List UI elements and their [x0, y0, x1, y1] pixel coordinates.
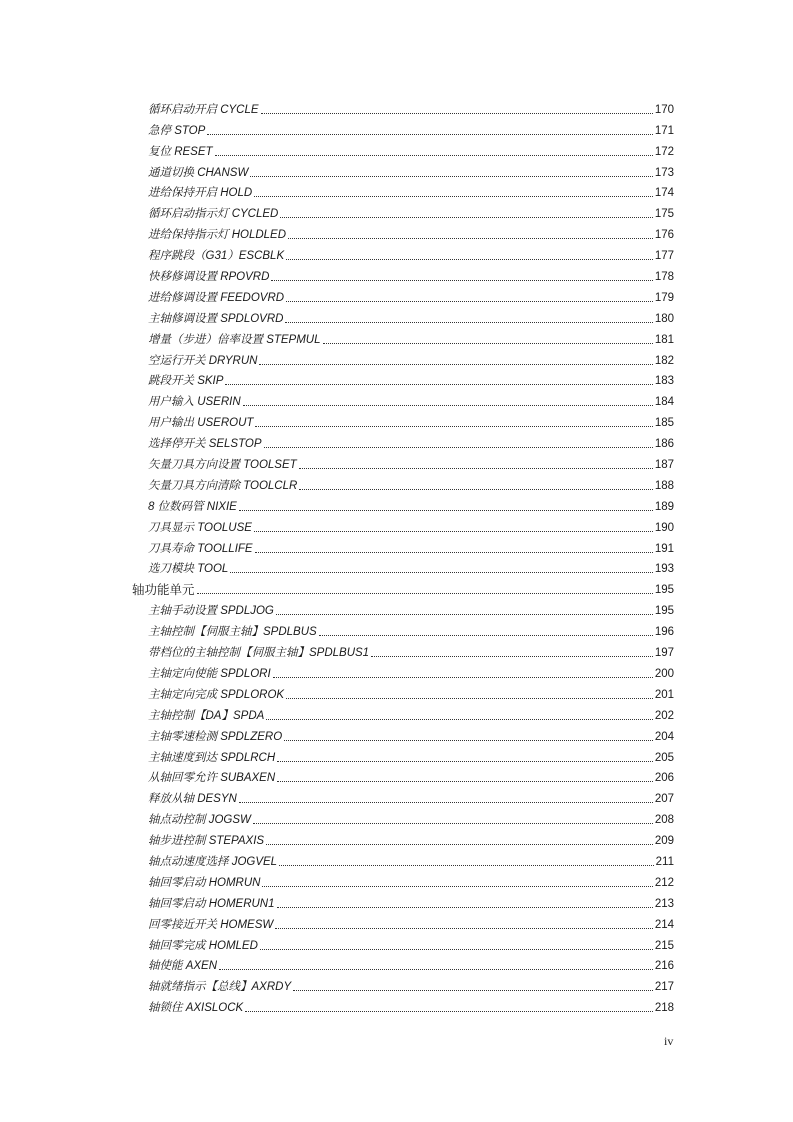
toc-entry-page-number: 185 — [654, 417, 674, 430]
toc-entry-page-number: 172 — [654, 145, 674, 158]
dot-leader — [299, 468, 653, 469]
toc-entry-title: 从轴回零允许 SUBAXEN — [148, 772, 276, 785]
toc-entry-title: 进给保持指示灯 HOLDLED — [148, 229, 287, 242]
toc-entry[interactable] — [132, 472, 674, 493]
toc-entry-page-number: 189 — [654, 500, 674, 513]
toc-entry[interactable] — [132, 911, 674, 932]
toc-entry-title: 轴使能 AXEN — [148, 960, 218, 973]
toc-entry-page-number: 171 — [654, 124, 674, 137]
dot-leader — [280, 217, 652, 218]
toc-entry[interactable] — [132, 806, 674, 827]
toc-entry-title: 主轴零速检测 SPDLZERO — [148, 730, 283, 743]
toc-entry-page-number: 170 — [654, 103, 674, 116]
toc-entry-title: 选择停开关 SELSTOP — [148, 438, 262, 451]
toc-entry-page-number: 200 — [654, 667, 674, 680]
dot-leader — [277, 907, 653, 908]
dot-leader — [286, 259, 653, 260]
toc-entry-title: 快移修调设置 RPOVRD — [148, 271, 270, 284]
toc-entry[interactable] — [132, 953, 674, 974]
toc-entry-page-number: 213 — [654, 897, 674, 910]
dot-leader — [260, 949, 653, 950]
toc-entry[interactable] — [132, 785, 674, 806]
dot-leader — [276, 614, 653, 615]
toc-entry-title: 刀具寿命 TOOLLIFE — [148, 542, 253, 555]
toc-entry[interactable] — [132, 180, 674, 201]
toc-entry-title: 8 位数码管 NIXIE — [148, 500, 237, 513]
toc-entry-page-number: 197 — [654, 647, 674, 660]
dot-leader — [285, 322, 652, 323]
toc-entry-page-number: 211 — [655, 855, 674, 868]
toc-entry-title: 通道切换 CHANSW — [148, 166, 249, 179]
dot-leader — [275, 928, 653, 929]
dot-leader — [288, 238, 653, 239]
toc-entry-title: 带档位的主轴控制【伺服主轴】SPDLBUS1 — [148, 647, 370, 660]
dot-leader — [239, 802, 653, 803]
toc-entry[interactable] — [132, 681, 674, 702]
toc-entry-page-number: 195 — [654, 584, 674, 597]
toc-entry-title: 急停 STOP — [148, 124, 206, 137]
dot-leader — [271, 280, 652, 281]
toc-entry-title: 选刀模块 TOOL — [148, 563, 229, 576]
dot-leader — [207, 134, 653, 135]
toc-entry[interactable] — [132, 263, 674, 284]
dot-leader — [264, 447, 653, 448]
toc-entry[interactable] — [132, 96, 674, 117]
toc-entry-page-number: 181 — [654, 333, 674, 346]
dot-leader — [323, 343, 653, 344]
toc-entry-page-number: 176 — [654, 229, 674, 242]
toc-entry-page-number: 206 — [654, 772, 674, 785]
toc-entry-title: 复位 RESET — [148, 145, 213, 158]
toc-entry-page-number: 182 — [654, 354, 674, 367]
toc-entry-title: 轴回零启动 HOMRUN — [148, 876, 261, 889]
toc-entry[interactable] — [132, 326, 674, 347]
dot-leader — [243, 405, 653, 406]
dot-leader — [230, 572, 653, 573]
dot-leader — [254, 531, 653, 532]
dot-leader — [266, 844, 653, 845]
toc-entry-title: 轴点动控制 JOGSW — [148, 814, 251, 827]
dot-leader — [299, 489, 653, 490]
toc-entry[interactable] — [132, 221, 674, 242]
toc-section-entry[interactable] — [132, 576, 674, 597]
dot-leader — [197, 593, 653, 594]
toc-entry-title: 程序跳段（G31）ESCBLK — [148, 250, 285, 263]
table-of-contents — [132, 96, 674, 1015]
toc-entry[interactable] — [132, 117, 674, 138]
toc-entry[interactable] — [132, 284, 674, 305]
toc-entry-title: 轴步进控制 STEPAXIS — [148, 835, 265, 848]
toc-entry-title: 矢量刀具方向清除 TOOLCLR — [148, 479, 298, 492]
toc-entry[interactable] — [132, 618, 674, 639]
dot-leader — [293, 990, 653, 991]
toc-entry-title: 进给修调设置 FEEDOVRD — [148, 291, 285, 304]
toc-entry-page-number: 208 — [654, 814, 674, 827]
toc-entry[interactable] — [132, 451, 674, 472]
dot-leader — [253, 823, 653, 824]
dot-leader — [255, 552, 653, 553]
dot-leader — [319, 635, 653, 636]
toc-entry[interactable] — [132, 994, 674, 1015]
toc-entry-page-number: 180 — [654, 312, 674, 325]
toc-entry-title: 矢量刀具方向设置 TOOLSET — [148, 459, 297, 472]
toc-entry[interactable] — [132, 242, 674, 263]
toc-entry[interactable] — [132, 514, 674, 535]
toc-entry-page-number: 175 — [654, 208, 674, 221]
toc-entry-page-number: 216 — [654, 960, 674, 973]
dot-leader — [277, 761, 653, 762]
dot-leader — [266, 719, 653, 720]
toc-entry[interactable] — [132, 890, 674, 911]
toc-entry[interactable] — [132, 973, 674, 994]
toc-entry-page-number: 205 — [654, 751, 674, 764]
toc-entry-title: 用户输入 USERIN — [148, 396, 241, 409]
toc-entry[interactable] — [132, 430, 674, 451]
toc-entry[interactable] — [132, 347, 674, 368]
toc-entry-title: 释放从轴 DESYN — [148, 793, 237, 806]
toc-entry[interactable] — [132, 827, 674, 848]
toc-entry[interactable] — [132, 556, 674, 577]
toc-entry[interactable] — [132, 138, 674, 159]
dot-leader — [279, 865, 654, 866]
toc-entry[interactable] — [132, 765, 674, 786]
dot-leader — [239, 510, 653, 511]
toc-entry-title: 主轴定向完成 SPDLOROK — [148, 688, 285, 701]
toc-entry-page-number: 191 — [654, 542, 674, 555]
dot-leader — [262, 886, 652, 887]
toc-entry[interactable] — [132, 388, 674, 409]
toc-entry-title: 空运行开关 DRYRUN — [148, 354, 258, 367]
toc-entry-title: 主轴速度到达 SPDLRCH — [148, 751, 276, 764]
toc-entry[interactable] — [132, 159, 674, 180]
dot-leader — [273, 677, 653, 678]
toc-entry-title: 轴就绪指示【总线】AXRDY — [148, 981, 292, 994]
toc-entry[interactable] — [132, 723, 674, 744]
dot-leader — [254, 196, 653, 197]
dot-leader — [255, 426, 652, 427]
toc-entry[interactable] — [132, 409, 674, 430]
toc-entry[interactable] — [132, 932, 674, 953]
toc-entry-page-number: 193 — [654, 563, 674, 576]
toc-entry-title: 轴回零完成 HOMLED — [148, 939, 258, 952]
dot-leader — [259, 364, 652, 365]
toc-entry-page-number: 190 — [654, 521, 674, 534]
toc-entry-page-number: 209 — [654, 835, 674, 848]
toc-entry-title: 回零接近开关 HOMESW — [148, 918, 274, 931]
toc-entry-page-number: 212 — [654, 876, 674, 889]
toc-entry-page-number: 177 — [654, 250, 674, 263]
toc-entry-page-number: 174 — [654, 187, 674, 200]
toc-entry-title: 主轴控制【伺服主轴】SPDLBUS — [148, 626, 317, 639]
toc-entry-title: 进给保持开启 HOLD — [148, 187, 253, 200]
toc-entry-title: 主轴定向使能 SPDLORI — [148, 667, 271, 680]
dot-leader — [219, 969, 653, 970]
toc-entry[interactable] — [132, 660, 674, 681]
toc-entry-page-number: 207 — [654, 793, 674, 806]
toc-entry[interactable] — [132, 493, 674, 514]
toc-entry-title: 用户输出 USEROUT — [148, 417, 254, 430]
dot-leader — [250, 176, 653, 177]
toc-entry-page-number: 204 — [654, 730, 674, 743]
toc-entry[interactable] — [132, 597, 674, 618]
toc-entry[interactable] — [132, 535, 674, 556]
toc-entry-page-number: 173 — [654, 166, 674, 179]
toc-entry-page-number: 196 — [654, 626, 674, 639]
toc-entry[interactable] — [132, 744, 674, 765]
toc-entry-page-number: 202 — [654, 709, 674, 722]
toc-entry-title: 轴回零启动 HOMERUN1 — [148, 897, 275, 910]
toc-entry-page-number: 186 — [654, 438, 674, 451]
dot-leader — [286, 698, 653, 699]
toc-entry-title: 轴锁住 AXISLOCK — [148, 1002, 244, 1015]
toc-entry[interactable] — [132, 702, 674, 723]
page-number: iv — [664, 1034, 674, 1048]
toc-entry-title: 刀具显示 TOOLUSE — [148, 521, 252, 534]
toc-entry[interactable] — [132, 639, 674, 660]
toc-entry-page-number: 188 — [654, 479, 674, 492]
dot-leader — [215, 155, 653, 156]
dot-leader — [261, 113, 653, 114]
toc-entry-page-number: 217 — [654, 981, 674, 994]
toc-entry-page-number: 214 — [654, 918, 674, 931]
toc-entry-page-number: 218 — [654, 1002, 674, 1015]
toc-entry-page-number: 183 — [654, 375, 674, 388]
toc-entry-page-number: 215 — [654, 939, 674, 952]
dot-leader — [286, 301, 653, 302]
toc-entry-page-number: 184 — [654, 396, 674, 409]
toc-entry-page-number: 178 — [654, 271, 674, 284]
toc-entry-page-number: 179 — [654, 291, 674, 304]
toc-entry[interactable] — [132, 200, 674, 221]
toc-entry-title: 主轴手动设置 SPDLJOG — [148, 605, 274, 618]
toc-entry-title: 主轴控制【DA】SPDA — [148, 709, 265, 722]
toc-entry-title: 增量（步进）倍率设置 STEPMUL — [148, 333, 321, 346]
toc-entry[interactable] — [132, 869, 674, 890]
toc-entry-title: 轴功能单元 — [132, 583, 195, 598]
toc-entry-title: 循环启动开启 CYCLE — [148, 103, 259, 116]
toc-entry-title: 跳段开关 SKIP — [148, 375, 224, 388]
toc-entry-page-number: 195 — [654, 605, 674, 618]
dot-leader — [225, 384, 652, 385]
dot-leader — [371, 656, 653, 657]
toc-entry[interactable] — [132, 305, 674, 326]
toc-entry-title: 轴点动速度选择 JOGVEL — [148, 855, 278, 868]
toc-entry-page-number: 201 — [654, 688, 674, 701]
toc-entry-title: 循环启动指示灯 CYCLED — [148, 208, 279, 221]
dot-leader — [284, 740, 653, 741]
toc-entry[interactable] — [132, 848, 674, 869]
dot-leader — [277, 781, 653, 782]
toc-entry-page-number: 187 — [654, 459, 674, 472]
dot-leader — [245, 1011, 653, 1012]
toc-entry[interactable] — [132, 368, 674, 389]
toc-entry-title: 主轴修调设置 SPDLOVRD — [148, 312, 284, 325]
